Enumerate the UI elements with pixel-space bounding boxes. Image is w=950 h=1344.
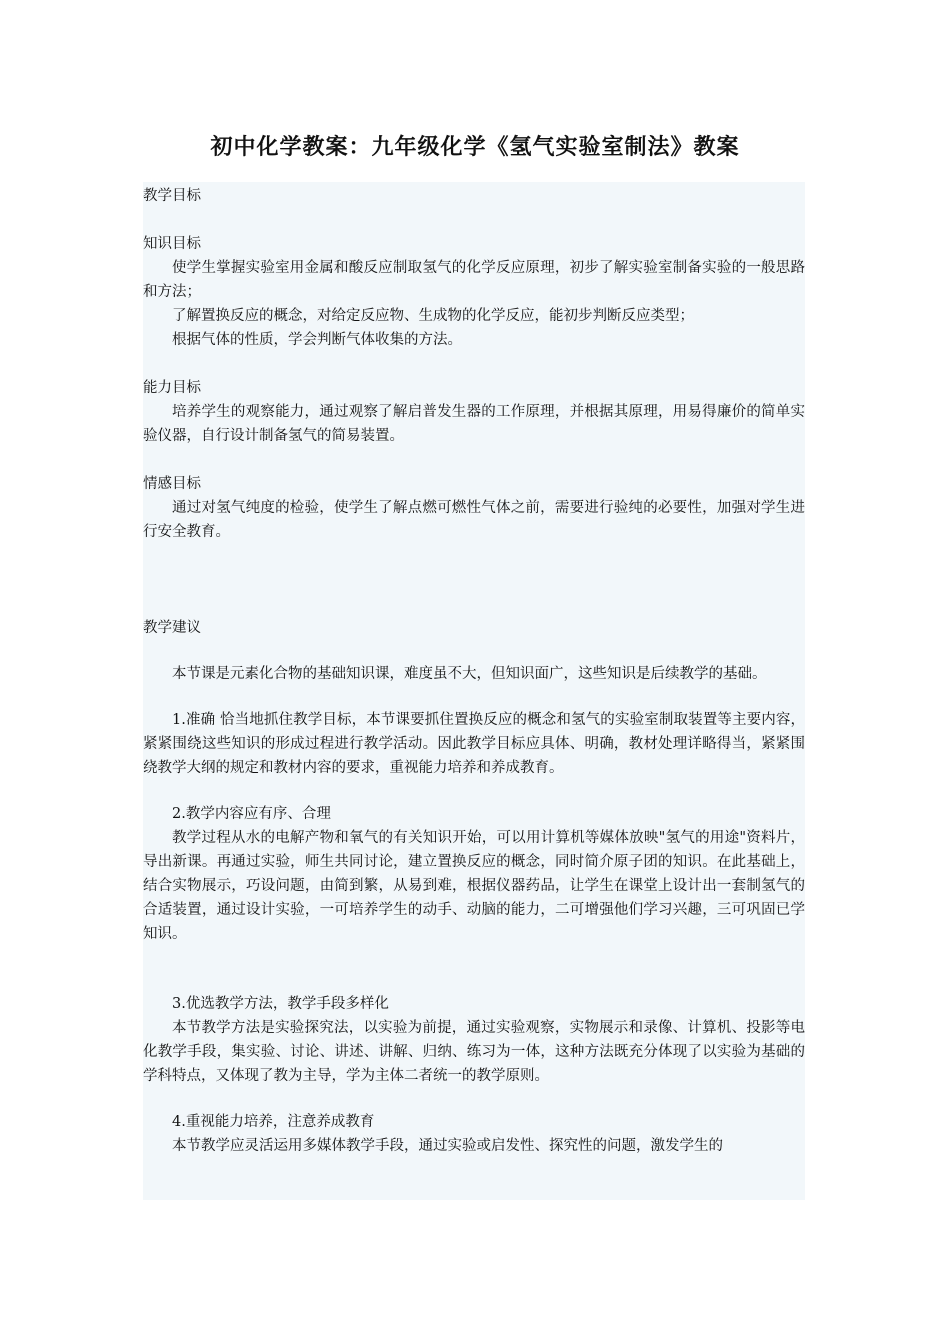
suggestions-intro: 本节课是元素化合物的基础知识课，难度虽不大，但知识面广，这些知识是后续教学的基础。 <box>172 666 767 682</box>
subheading-emotion-goals: 情感目标 <box>143 476 201 492</box>
section-heading-suggestions: 教学建议 <box>143 620 201 636</box>
suggestion-point-4-body: 本节教学应灵活运用多媒体教学手段，通过实验或启发性、探究性的问题，激发学生的 <box>172 1138 723 1154</box>
knowledge-goal-1: 使学生掌握实验室用金属和酸反应制取氢气的化学反应原理，初步了解实验室制备实验的一般思路和方法； <box>143 260 805 300</box>
document-title: 初中化学教案：九年级化学《氢气实验室制法》教案 <box>210 135 740 160</box>
emotion-goal-1: 通过对氢气纯度的检验，使学生了解点燃可燃性气体之前，需要进行验纯的必要性，加强对学生进行安全教育。 <box>143 500 805 540</box>
suggestion-point-3-title: 3.优选教学方法，教学手段多样化 <box>172 996 389 1012</box>
section-heading-teaching-goals: 教学目标 <box>143 188 201 204</box>
content-block <box>143 182 805 1200</box>
suggestion-point-1: 1.准确 恰当地抓住教学目标，本节课要抓住置换反应的概念和氢气的实验室制取装置等主要内容，紧紧围绕这些知识的形成过程进行教学活动。因此教学目标应具体、明确，教材处理详略得当，紧紧围绕教学大纲的规定和教材内容的要求，重视能力培养和养成教育。 <box>143 712 805 776</box>
suggestion-point-3-body: 本节教学方法是实验探究法，以实验为前提，通过实验观察，实物展示和录像、计算机、投影等电化教学手段，集实验、讨论、讲述、讲解、归纳、练习为一体，这种方法既充分体现了以实验为基础的学科特点，又体现了教为主导，学为主体二者统一的教学原则。 <box>143 1020 805 1084</box>
knowledge-goal-3: 根据气体的性质，学会判断气体收集的方法。 <box>172 332 462 348</box>
suggestion-point-4-title: 4.重视能力培养，注意养成教育 <box>172 1114 375 1130</box>
subheading-ability-goals: 能力目标 <box>143 380 201 396</box>
suggestion-point-2-body: 教学过程从水的电解产物和氧气的有关知识开始，可以用计算机等媒体放映"氢气的用途"资料片，导出新课。再通过实验，师生共同讨论，建立置换反应的概念，同时简介原子团的知识。在此基础上，结合实物展示，巧设问题，由简到繁，从易到难，根据仪器药品，让学生在课堂上设计出一套制氢气的合适装置，通过设计实验，一可培养学生的动手、动脑的能力，二可增强他们学习兴趣，三可巩固已学知识。 <box>143 830 805 942</box>
subheading-knowledge-goals: 知识目标 <box>143 236 201 252</box>
suggestion-point-2-title: 2.教学内容应有序、合理 <box>172 806 331 822</box>
ability-goal-1: 培养学生的观察能力，通过观察了解启普发生器的工作原理，并根据其原理，用易得廉价的简单实验仪器，自行设计制备氢气的简易装置。 <box>143 404 805 444</box>
knowledge-goal-2: 了解置换反应的概念，对给定反应物、生成物的化学反应，能初步判断反应类型； <box>172 308 694 324</box>
